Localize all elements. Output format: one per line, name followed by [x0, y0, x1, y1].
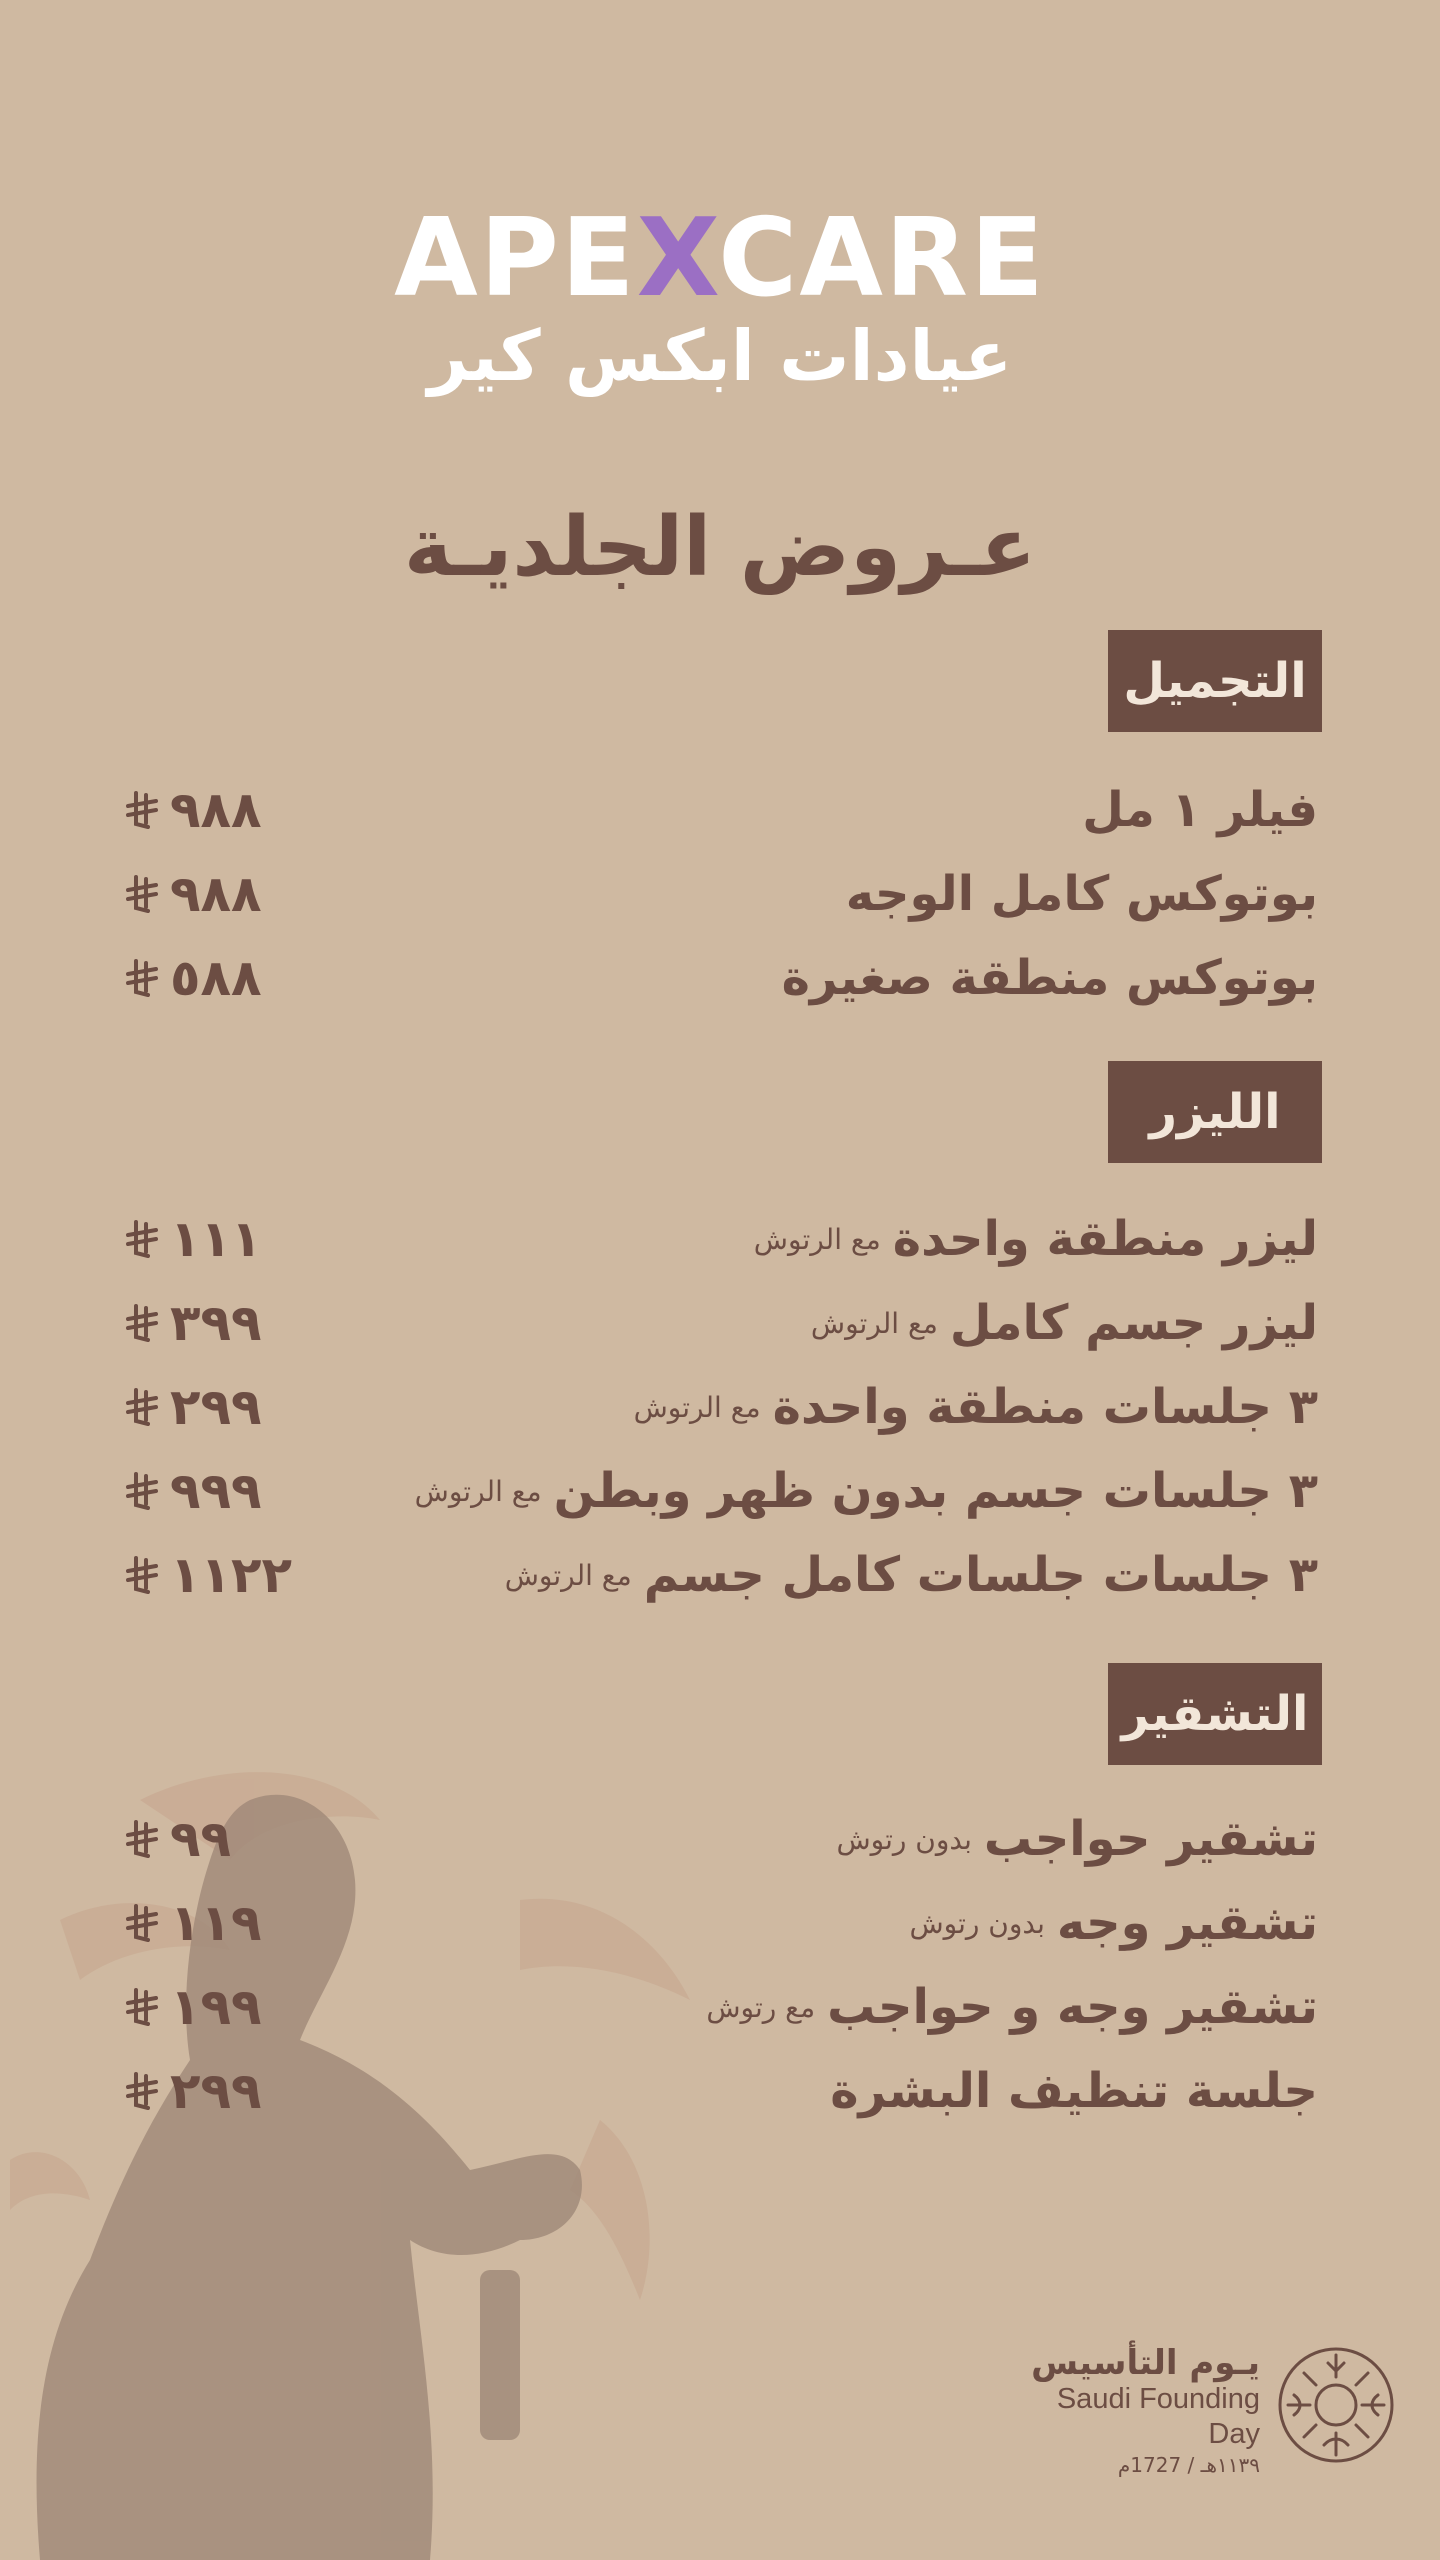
offer-name: بوتوكس منطقة صغيرة — [781, 950, 1318, 1006]
saudi-riyal-icon — [126, 2071, 160, 2111]
offer-price-value: ١١٢٢ — [170, 1546, 293, 1604]
offer-row — [0, 936, 1440, 1020]
brand-name-ar: عيادات ابكس كير — [427, 315, 1013, 397]
offer-price — [126, 1797, 326, 1881]
offer-row — [0, 1965, 1440, 2049]
offer-row — [0, 1281, 1440, 1365]
offer-price — [126, 1365, 326, 1449]
offer-row — [0, 2049, 1440, 2133]
founding-day-text — [1000, 2345, 1260, 2478]
offer-name: تشقير وجه — [1056, 1895, 1318, 1951]
founding-day-badge — [1000, 2345, 1410, 2475]
offer-name: ليزر منطقة واحدة — [892, 1211, 1318, 1267]
offer-item — [770, 936, 1318, 1020]
offer-price — [126, 936, 326, 1020]
offer-row — [0, 1881, 1440, 1965]
offer-item — [909, 1881, 1318, 1965]
offer-note: مع الرتوش — [504, 1558, 632, 1592]
offer-price-value: ١٩٩ — [170, 1978, 262, 2036]
founding-day-seal-icon — [1276, 2345, 1396, 2465]
offer-name: ليزر جسم كامل — [949, 1295, 1318, 1351]
offer-row — [0, 1197, 1440, 1281]
offer-item — [415, 1449, 1318, 1533]
offer-name: تشقير حواجب — [983, 1811, 1318, 1867]
saudi-riyal-icon — [126, 1555, 160, 1595]
offer-price-value: ١١٩ — [170, 1894, 262, 1952]
offer-item — [754, 1197, 1318, 1281]
offer-note: مع الرتوش — [753, 1222, 881, 1256]
offer-item — [836, 1797, 1318, 1881]
saudi-riyal-icon — [126, 1303, 160, 1343]
saudi-riyal-icon — [126, 874, 160, 914]
offer-row — [0, 1449, 1440, 1533]
offer-price — [126, 768, 326, 852]
offer-price-value: ٢٩٩ — [170, 2062, 262, 2120]
offer-price-value: ٥٨٨ — [170, 949, 262, 1007]
section-list-bleaching — [0, 1797, 1440, 2133]
offer-note: مع الرتوش — [810, 1306, 938, 1340]
offer-price — [126, 852, 326, 936]
offer-name: بوتوكس كامل الوجه — [845, 866, 1318, 922]
offer-price — [126, 1281, 326, 1365]
offer-price — [126, 1881, 326, 1965]
founding-day-ar: يـوم التأسيس — [1031, 2343, 1260, 2383]
offer-item — [834, 852, 1318, 936]
brand-name-part1: APE — [394, 196, 637, 321]
offer-item — [634, 1365, 1318, 1449]
offer-price-value: ٩٩ — [170, 1810, 232, 1868]
offer-name: ٣ جلسات جسم بدون ظهر وبطن — [553, 1463, 1318, 1519]
offer-name: فيلر ١ مل — [1082, 782, 1318, 838]
section-header-bleaching: التشقير — [1108, 1663, 1322, 1765]
brand-name-part2: CARE — [718, 196, 1046, 321]
brand-logo — [0, 196, 1440, 397]
brand-name-x: X — [636, 196, 719, 321]
offer-row — [0, 1533, 1440, 1617]
saudi-riyal-icon — [126, 1903, 160, 1943]
section-list-laser — [0, 1197, 1440, 1617]
saudi-riyal-icon — [126, 1819, 160, 1859]
offer-price-value: ٢٩٩ — [170, 1378, 262, 1436]
saudi-riyal-icon — [126, 958, 160, 998]
founding-day-date: ١١٣٩هـ / 1727م — [1117, 2452, 1260, 2477]
offer-item — [505, 1533, 1318, 1617]
section-header-cosmetic: التجميل — [1108, 630, 1322, 732]
offer-row — [0, 1365, 1440, 1449]
offer-name: تشقير وجه و حواجب — [827, 1979, 1318, 2035]
saudi-riyal-icon — [126, 1219, 160, 1259]
offer-price-value: ٩٩٩ — [170, 1462, 262, 1520]
offer-row — [0, 1797, 1440, 1881]
offer-item — [1070, 768, 1318, 852]
offer-price — [126, 1533, 326, 1617]
offer-row — [0, 768, 1440, 852]
offer-price-value: ٣٩٩ — [170, 1294, 262, 1352]
offer-row — [0, 852, 1440, 936]
offer-price — [126, 1449, 326, 1533]
saudi-riyal-icon — [126, 790, 160, 830]
offer-note: مع الرتوش — [414, 1474, 542, 1508]
offer-price-value: ٩٨٨ — [170, 865, 262, 923]
offer-note: بدون رتوش — [909, 1906, 1045, 1940]
offer-note: مع الرتوش — [633, 1390, 761, 1424]
offer-price — [126, 2049, 326, 2133]
page-title: عـروض الجلديـة — [403, 500, 1037, 595]
section-header-laser: الليزر — [1108, 1061, 1322, 1163]
offer-name: ٣ جلسات منطقة واحدة — [772, 1379, 1318, 1435]
section-list-cosmetic — [0, 768, 1440, 1020]
saudi-riyal-icon — [126, 1471, 160, 1511]
offer-price — [126, 1197, 326, 1281]
offer-item — [811, 1281, 1318, 1365]
founding-day-en: Saudi Founding Day — [1056, 2383, 1260, 2451]
saudi-riyal-icon — [126, 1387, 160, 1427]
offer-name: جلسة تنظيف البشرة — [830, 2063, 1318, 2119]
offer-name: ٣ جلسات جلسات كامل جسم — [643, 1547, 1318, 1603]
offer-note: مع رتوش — [706, 1990, 816, 2024]
offer-item — [706, 1965, 1318, 2049]
offer-price-value: ١١١ — [170, 1210, 262, 1268]
offer-note: بدون رتوش — [836, 1822, 972, 1856]
offer-price-value: ٩٨٨ — [170, 781, 262, 839]
offer-item — [818, 2049, 1318, 2133]
offer-price — [126, 1965, 326, 2049]
saudi-riyal-icon — [126, 1987, 160, 2027]
brand-logo-en — [394, 196, 1046, 321]
